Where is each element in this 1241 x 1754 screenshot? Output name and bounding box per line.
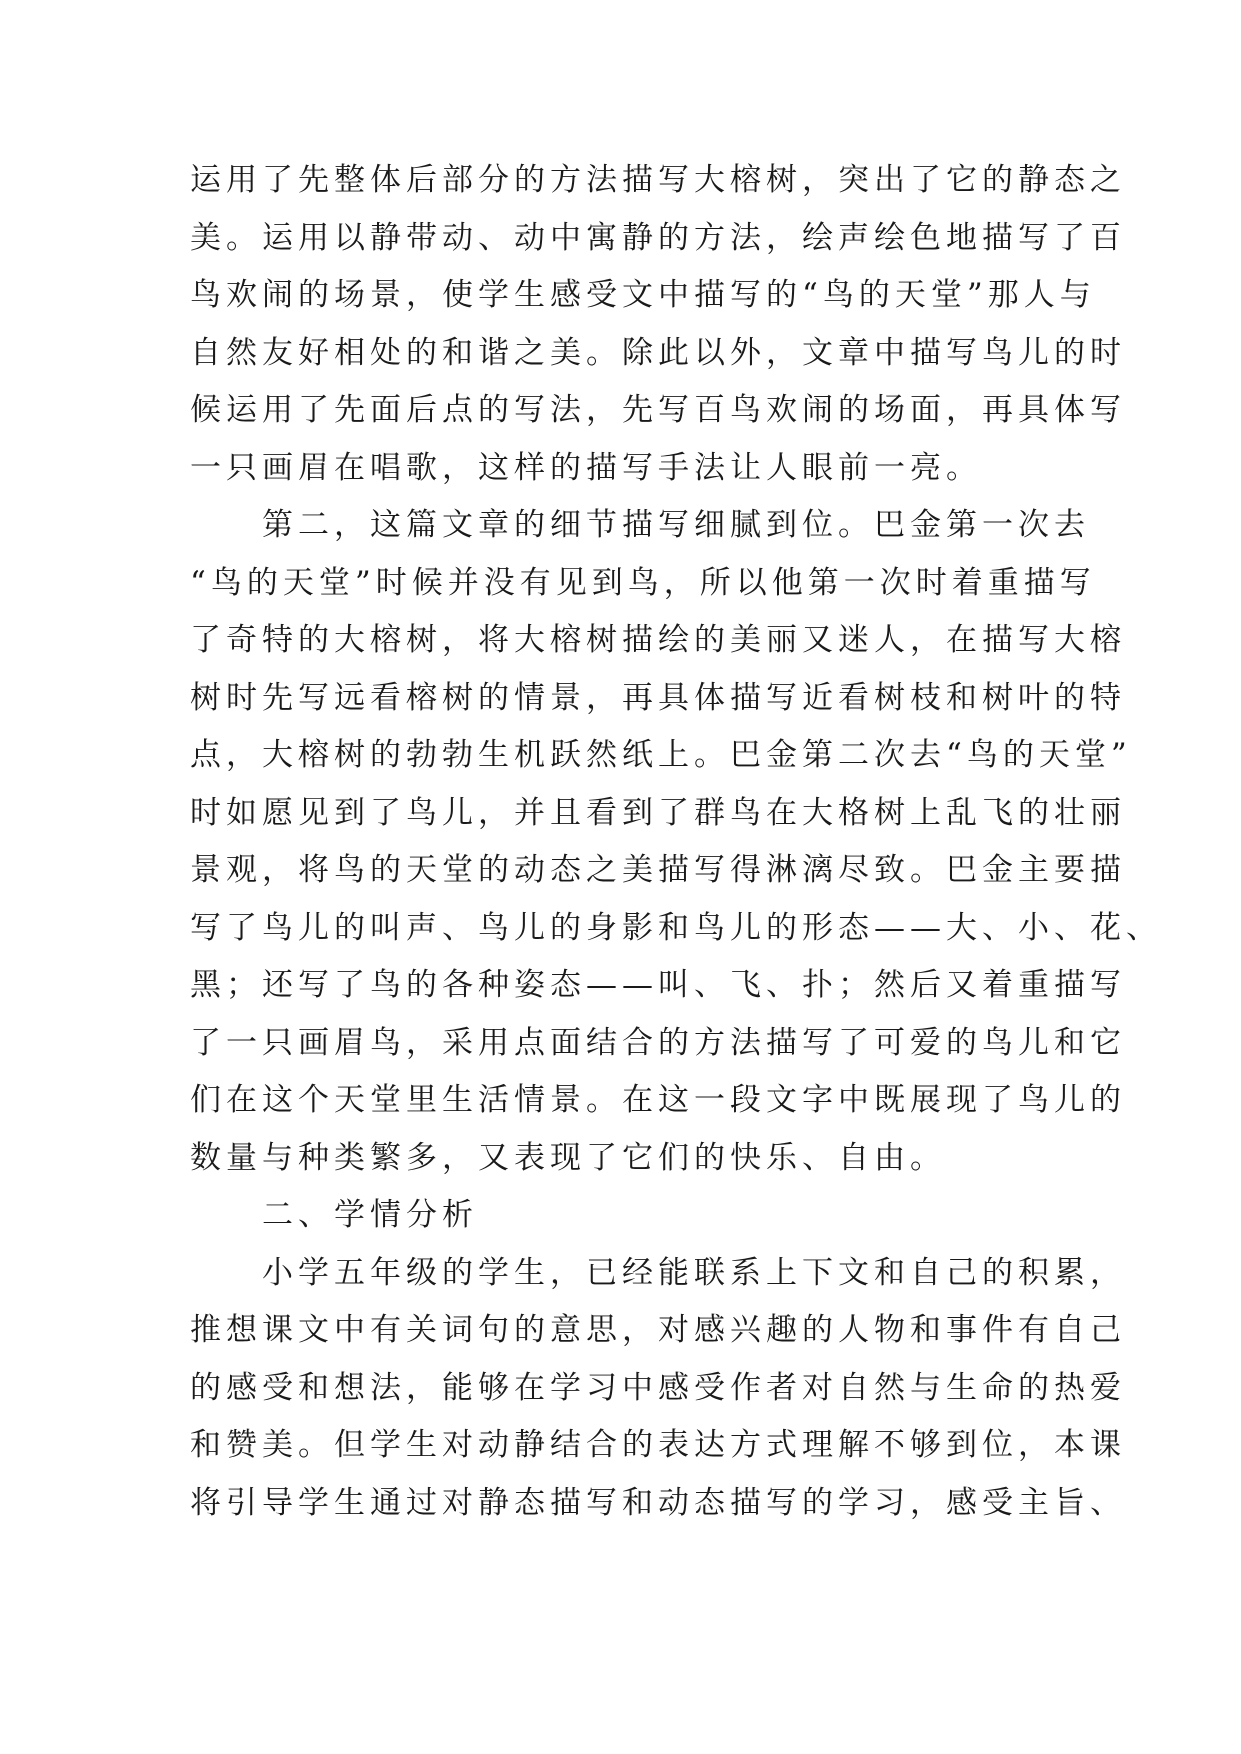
text-line: 候运用了先面后点的写法，先写百鸟欢闹的场面，再具体写 — [190, 392, 1126, 428]
text-line: 们在这个天堂里生活情景。在这一段文字中既展现了鸟儿的 — [190, 1082, 1126, 1118]
text-line: 将引导学生通过对静态描写和动态描写的学习，感受主旨、 — [190, 1484, 1126, 1521]
text-line: 数量与种类繁多，又表现了它们的快乐、自由。 — [190, 1139, 946, 1176]
text-line: 树时先写远看榕树的情景，再具体描写近看树枝和树叶的特 — [190, 679, 1126, 716]
text-line: 美。运用以静带动、动中寓静的方法，绘声绘色地描写了百 — [190, 219, 1126, 256]
text-line: 了一只画眉鸟，采用点面结合的方法描写了可爱的鸟儿和它 — [190, 1024, 1126, 1061]
section-heading: 二、学情分析 — [262, 1197, 478, 1233]
text-line: 点，大榕树的勃勃生机跃然纸上。巴金第二次去“鸟的天堂” — [190, 737, 1132, 773]
text-line: 鸟欢闹的场景，使学生感受文中描写的“鸟的天堂”那人与 — [190, 277, 1096, 313]
text-line: 和赞美。但学生对动静结合的表达方式理解不够到位，本课 — [190, 1427, 1126, 1463]
text-line: 的感受和想法，能够在学习中感受作者对自然与生命的热爱 — [190, 1369, 1126, 1406]
text-line: 推想课文中有关词句的意思，对感兴趣的人物和事件有自己 — [190, 1312, 1126, 1348]
paragraph-first-line: 小学五年级的学生，已经能联系上下文和自己的积累， — [262, 1254, 1126, 1291]
text-line: 了奇特的大榕树，将大榕树描绘的美丽又迷人，在描写大榕 — [190, 622, 1126, 658]
text-line: 时如愿见到了鸟儿，并且看到了群鸟在大格树上乱飞的壮丽 — [190, 794, 1126, 831]
text-line: 自然友好相处的和谐之美。除此以外，文章中描写鸟儿的时 — [190, 334, 1126, 371]
text-line: 景观，将鸟的天堂的动态之美描写得淋漓尽致。巴金主要描 — [190, 852, 1126, 888]
text-line: “鸟的天堂”时候并没有见到鸟，所以他第一次时着重描写 — [190, 564, 1096, 601]
document-body — [190, 152, 1162, 1532]
text-line: 运用了先整体后部分的方法描写大榕树，突出了它的静态之 — [190, 162, 1126, 198]
paragraph-first-line: 第二，这篇文章的细节描写细腻到位。巴金第一次去 — [262, 507, 1090, 543]
text-line: 一只画眉在唱歌，这样的描写手法让人眼前一亮。 — [190, 449, 982, 486]
text-line: 黑；还写了鸟的各种姿态——叫、飞、扑；然后又着重描写 — [190, 967, 1126, 1003]
text-line: 写了鸟儿的叫声、鸟儿的身影和鸟儿的形态——大、小、花、 — [190, 909, 1162, 946]
